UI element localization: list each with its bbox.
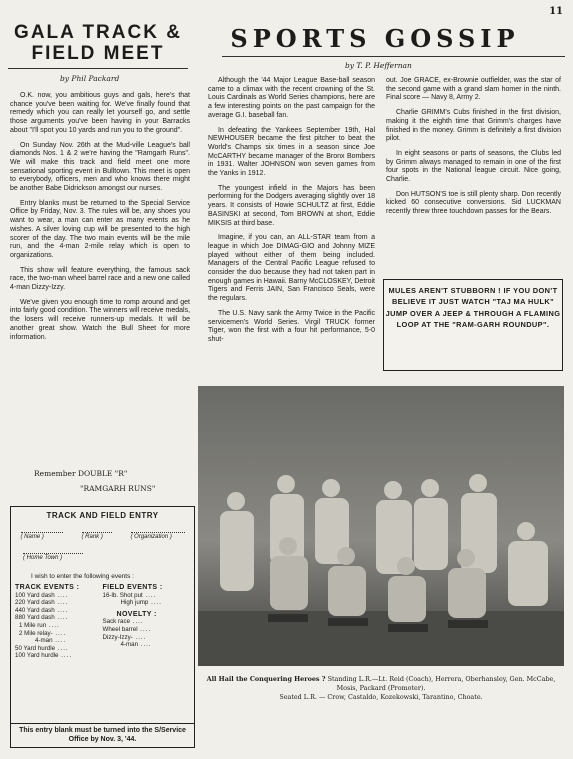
novelty-header: NOVELTY :: [116, 610, 157, 618]
event-item[interactable]: 1 Mile run ....: [19, 621, 60, 629]
article-paragraph: On Sunday Nov. 26th at the Mud-ville League's ball diamonds Nos. 1 & 2 we're having the "Ramgarh Runs". We will make this track and field meet one more sensational sporting event in Bulltown. This meet is open to everybody, officers, men and who knows there might be another Babe Didrickson amongst our nurses.: [10, 141, 190, 193]
event-item[interactable]: 2 Mile relay- ....: [19, 629, 67, 637]
caption-standing: Standing L.R.—Lt. Reid (Coach), Herrera, Oberhansley, Gen. McCabe, Mosis, Packard (Promoter).: [327, 675, 556, 693]
track-meet-article: [10, 92, 190, 348]
home-town-field[interactable]: ( Home Town ): [23, 553, 83, 561]
article-paragraph: out. Joe GRACE, ex-Brownie outfielder, was the star of the second game with a grand slam homer in the ninth. Final score — Navy 8, Army 2.: [386, 77, 561, 102]
photo-caption: [198, 675, 564, 703]
article-paragraph: Don HUTSON'S toe is still plenty sharp. Don recently kicked 60 consecutive conversions. Sid LUCKMAN recently threw three touchdown passes for the Bears.: [386, 190, 561, 216]
headline-rule: [8, 68, 188, 69]
event-item[interactable]: Sack race ....: [102, 618, 144, 626]
entry-form-title: TRACK AND FIELD ENTRY: [46, 511, 159, 520]
remember-line: Remember DOUBLE "R": [34, 469, 128, 478]
page-number: 11: [549, 6, 563, 17]
field-events-list: [103, 592, 191, 607]
field-events-column: [103, 584, 191, 660]
entry-form-footer: This entry blank must be turned into the S/Service Office by Nov. 3, '44.: [11, 723, 194, 747]
track-events-list: [15, 592, 103, 660]
gossip-column-2: [386, 77, 561, 223]
team-photo-image: [198, 386, 564, 666]
organization-field[interactable]: ( Organization ): [131, 532, 185, 540]
article-paragraph: In defeating the Yankees September 19th, Hal NEWHOUSER became the first pitcher to beat the World's Champs six times in a season since Joe McCARTHY became manager of the Bronx Bombers in 1931. Walter JOHNSON won seven games from the Yanks in 1912.: [208, 126, 375, 178]
remember-note: [34, 466, 155, 496]
caption-seated: Seated L.R. — Crow, Castaldo, Kozekowski, Tarantino, Choate.: [279, 693, 483, 702]
event-item[interactable]: 16-lb. Shot put ....: [102, 591, 157, 599]
event-item[interactable]: 4-man ....: [35, 637, 67, 645]
article-paragraph: This show will feature everything, the famous sack race, the two-man wheel barrel race and a new one called 4-man Dizzy-Izzy.: [10, 266, 190, 292]
article-paragraph: Charlie GRIMM's Cubs finished in the first division, making it the eighth time that Grimm's charges have finished in the money. Grimm is definitely a first division pilot.: [386, 109, 561, 143]
name-field[interactable]: ( Name ): [21, 532, 63, 540]
event-item[interactable]: 4-man ....: [120, 641, 152, 649]
article-paragraph: We've given you enough time to romp around and get into fairly good condition. The winners will receive medals, the losers will receive runners-up medals. It will be another great show. Watch the Bull Sheet for more information.: [10, 298, 191, 341]
event-item[interactable]: 880 Yard dash ....: [15, 614, 69, 622]
event-item[interactable]: 220 Yard dash ....: [15, 599, 69, 607]
entry-form: [10, 506, 195, 748]
article-paragraph: Entry blanks must be returned to the Special Service Office by Friday, Nov. 3. The rules will be, any shoes you want to wear, a man can enter as many events as he wishes. A silver loving cup will be presented to the high scorer of the day. The two main events will be the mile run, and the 4-man 2-mile relay which is open to organizations.: [10, 199, 190, 259]
event-columns: [11, 584, 194, 660]
track-events-column: [15, 584, 103, 660]
rank-field[interactable]: ( Rank ): [82, 532, 112, 540]
caption-title: All Hail the Conquering Heroes ?: [206, 675, 326, 683]
article-paragraph: Although the '44 Major League Base-ball season came to a climax with the recent crowning of the St. Louis Cardinals as World Series champions, here are a few interesting points on the past campaign for the average G.I. baseball fan.: [208, 77, 375, 119]
entry-instructions: I wish to enter the following events :: [31, 573, 134, 580]
mules-promo-box: MULES AREN'T STUBBORN ! IF YOU DON'T BELIEVE IT JUST WATCH "TAJ MA HULK" JUMP OVER A JEEP & THROUGH A FLAMING LOOP AT THE "RAM-GARH ROUNDUP".: [383, 279, 563, 371]
event-item[interactable]: 440 Yard dash ....: [15, 606, 69, 614]
article-paragraph: O.K. now, you ambitious guys and gals, here's that chance you've been waiting for. We've finally found that remedy which you can really let yourself go, and settle those arguments you've been having in your Barracks about "I'll spot you 10 yards and run you to the ground".: [10, 92, 190, 134]
article-paragraph: Imagine, if you can, an ALL-STAR team from a league in which Joe DIMAG-GIO and Johnny MIZE played without either of them being included. Managers of the Central Pacific League refused to consider the duo because they had not taken part in enough games in Hawaii. Barny McCLOSKEY, Detroit Tigers and Ferris JAIN, San Francisco Seals, were the regulars.: [208, 234, 375, 303]
event-item[interactable]: Dizzy-Izzy- ....: [102, 633, 147, 641]
sports-gossip-byline: by T. P. Heffernan: [345, 61, 412, 70]
track-events-header: TRACK EVENTS :: [15, 584, 80, 591]
event-item[interactable]: High jump ....: [120, 599, 162, 607]
article-paragraph: The U.S. Navy sank the Army Twice in the Pacific servicemen's World Series. Virgil TRUCK former Tiger, won the first with a four hit performance, 5-0 shut-: [208, 309, 375, 343]
event-item[interactable]: 100 Yard hurdle ....: [15, 652, 73, 660]
remember-line: "RAMGARH RUNS": [80, 484, 156, 493]
team-photo: [198, 386, 564, 666]
track-meet-byline: by Phil Packard: [60, 74, 120, 83]
gossip-column-1: [208, 77, 375, 351]
sports-gossip-headline: SPORTS GOSSIP: [230, 24, 520, 53]
article-paragraph: In eight seasons or parts of seasons, the Clubs led by Grimm always managed to remain in one of the first four spots in the National league circuit. Nice going, Charlie.: [386, 149, 561, 184]
field-events-header: FIELD EVENTS :: [102, 584, 163, 591]
article-paragraph: The youngest infield in the Majors has been performing for the Dodgers averaging slightly over 18 years. It consists of Howie SCHULTZ at first, Eddie BASINSKI at second, Tom BROWN at short, Eddie MIKSIS at third base.: [208, 184, 375, 227]
novelty-events-list: [103, 618, 191, 648]
headline-rule: [222, 56, 565, 57]
event-item[interactable]: Wheel barrel ....: [102, 625, 152, 633]
event-item[interactable]: 50 Yard hurdle ....: [15, 644, 69, 652]
event-item[interactable]: 100 Yard dash ....: [15, 591, 69, 599]
entry-form-fields: [11, 532, 194, 540]
track-meet-headline: GALA TRACK & FIELD MEET: [14, 22, 182, 64]
